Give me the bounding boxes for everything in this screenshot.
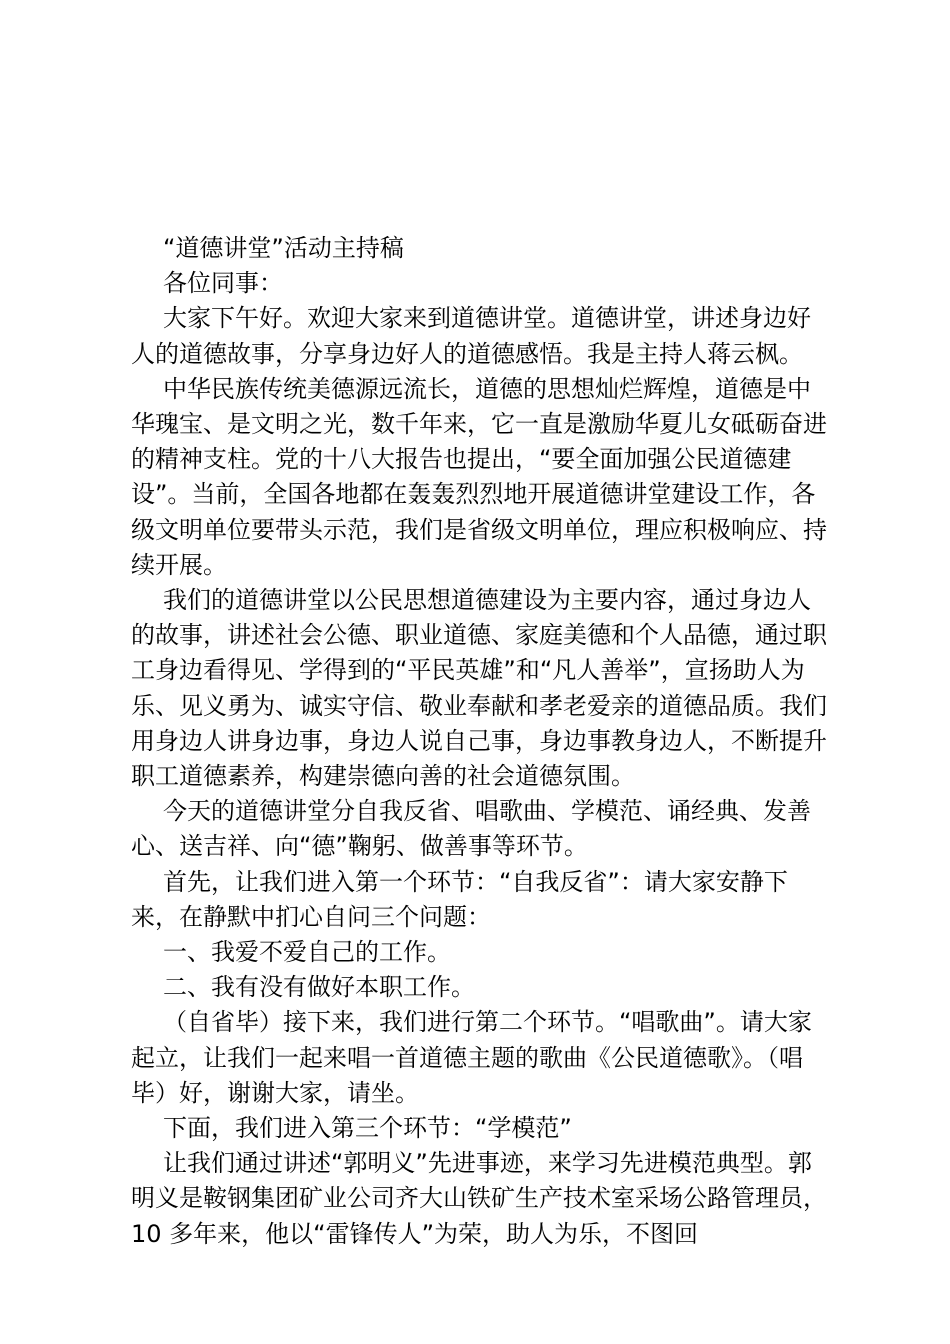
paragraph-step-three: 下面，我们进入第三个环节：“学模范” <box>163 1114 572 1143</box>
paragraph-agenda: 今天的道德讲堂分自我反省、唱歌曲、学模范、诵经典、发善心、送吉祥、向“德”鞠躬、做善事等环节。 <box>131 797 811 861</box>
paragraph-model: 让我们通过讲述“郭明义”先进事迹，来学习先进模范典型。郭明义是鞍钢集团矿业公司齐大山铁矿生产技术室采场公路管理员，10 多年来，他以“雷锋传人”为荣，助人为乐，不图回 <box>131 1149 827 1248</box>
paragraph-greeting: 各位同事： <box>163 269 283 298</box>
paragraph-content: 我们的道德讲堂以公民思想道德建设为主要内容，通过身边人的故事，讲述社会公德、职业道德、家庭美德和个人品德，通过职工身边看得见、学得到的“平民英雄”和“凡人善举”，宣扬助人为乐、见义勇为、诚实守信、敬业奉献和孝老爱亲的道德品质。我们用身边人讲身边事，身边人说自己事，身边事教身边人，不断提升职工道德素养，构建崇德向善的社会道德氛围。 <box>131 586 827 791</box>
paragraph-question-one: 一、我爱不爱自己的工作。 <box>163 938 451 967</box>
paragraph-step-one: 首先，让我们进入第一个环节：“自我反省”：请大家安静下来，在静默中扪心自问三个问题： <box>131 867 788 931</box>
paragraph-tradition: 中华民族传统美德源远流长，道德的思想灿烂辉煌，道德是中华瑰宝、是文明之光，数千年来，它一直是激励华夏儿女砥砺奋进的精神支柱。党的十八大报告也提出，“要全面加强公民道德建设”。当前，全国各地都在轰轰烈烈地开展道德讲堂建设工作，各级文明单位要带头示范，我们是省级文明单位，理应积极响应、持续开展。 <box>131 374 827 579</box>
document-body <box>131 231 833 1252</box>
paragraph-welcome: 大家下午好。欢迎大家来到道德讲堂。道德讲堂，讲述身边好人的道德故事，分享身边好人的道德感悟。我是主持人蒋云枫。 <box>131 304 811 368</box>
paragraph-question-two: 二、我有没有做好本职工作。 <box>163 973 475 1002</box>
document-title: “道德讲堂”活动主持稿 <box>163 234 404 262</box>
paragraph-step-two: （自省毕）接下来，我们进行第二个环节。“唱歌曲”。请大家起立，让我们一起来唱一首道德主题的歌曲《公民道德歌》。（唱毕）好，谢谢大家，请坐。 <box>131 1008 812 1107</box>
